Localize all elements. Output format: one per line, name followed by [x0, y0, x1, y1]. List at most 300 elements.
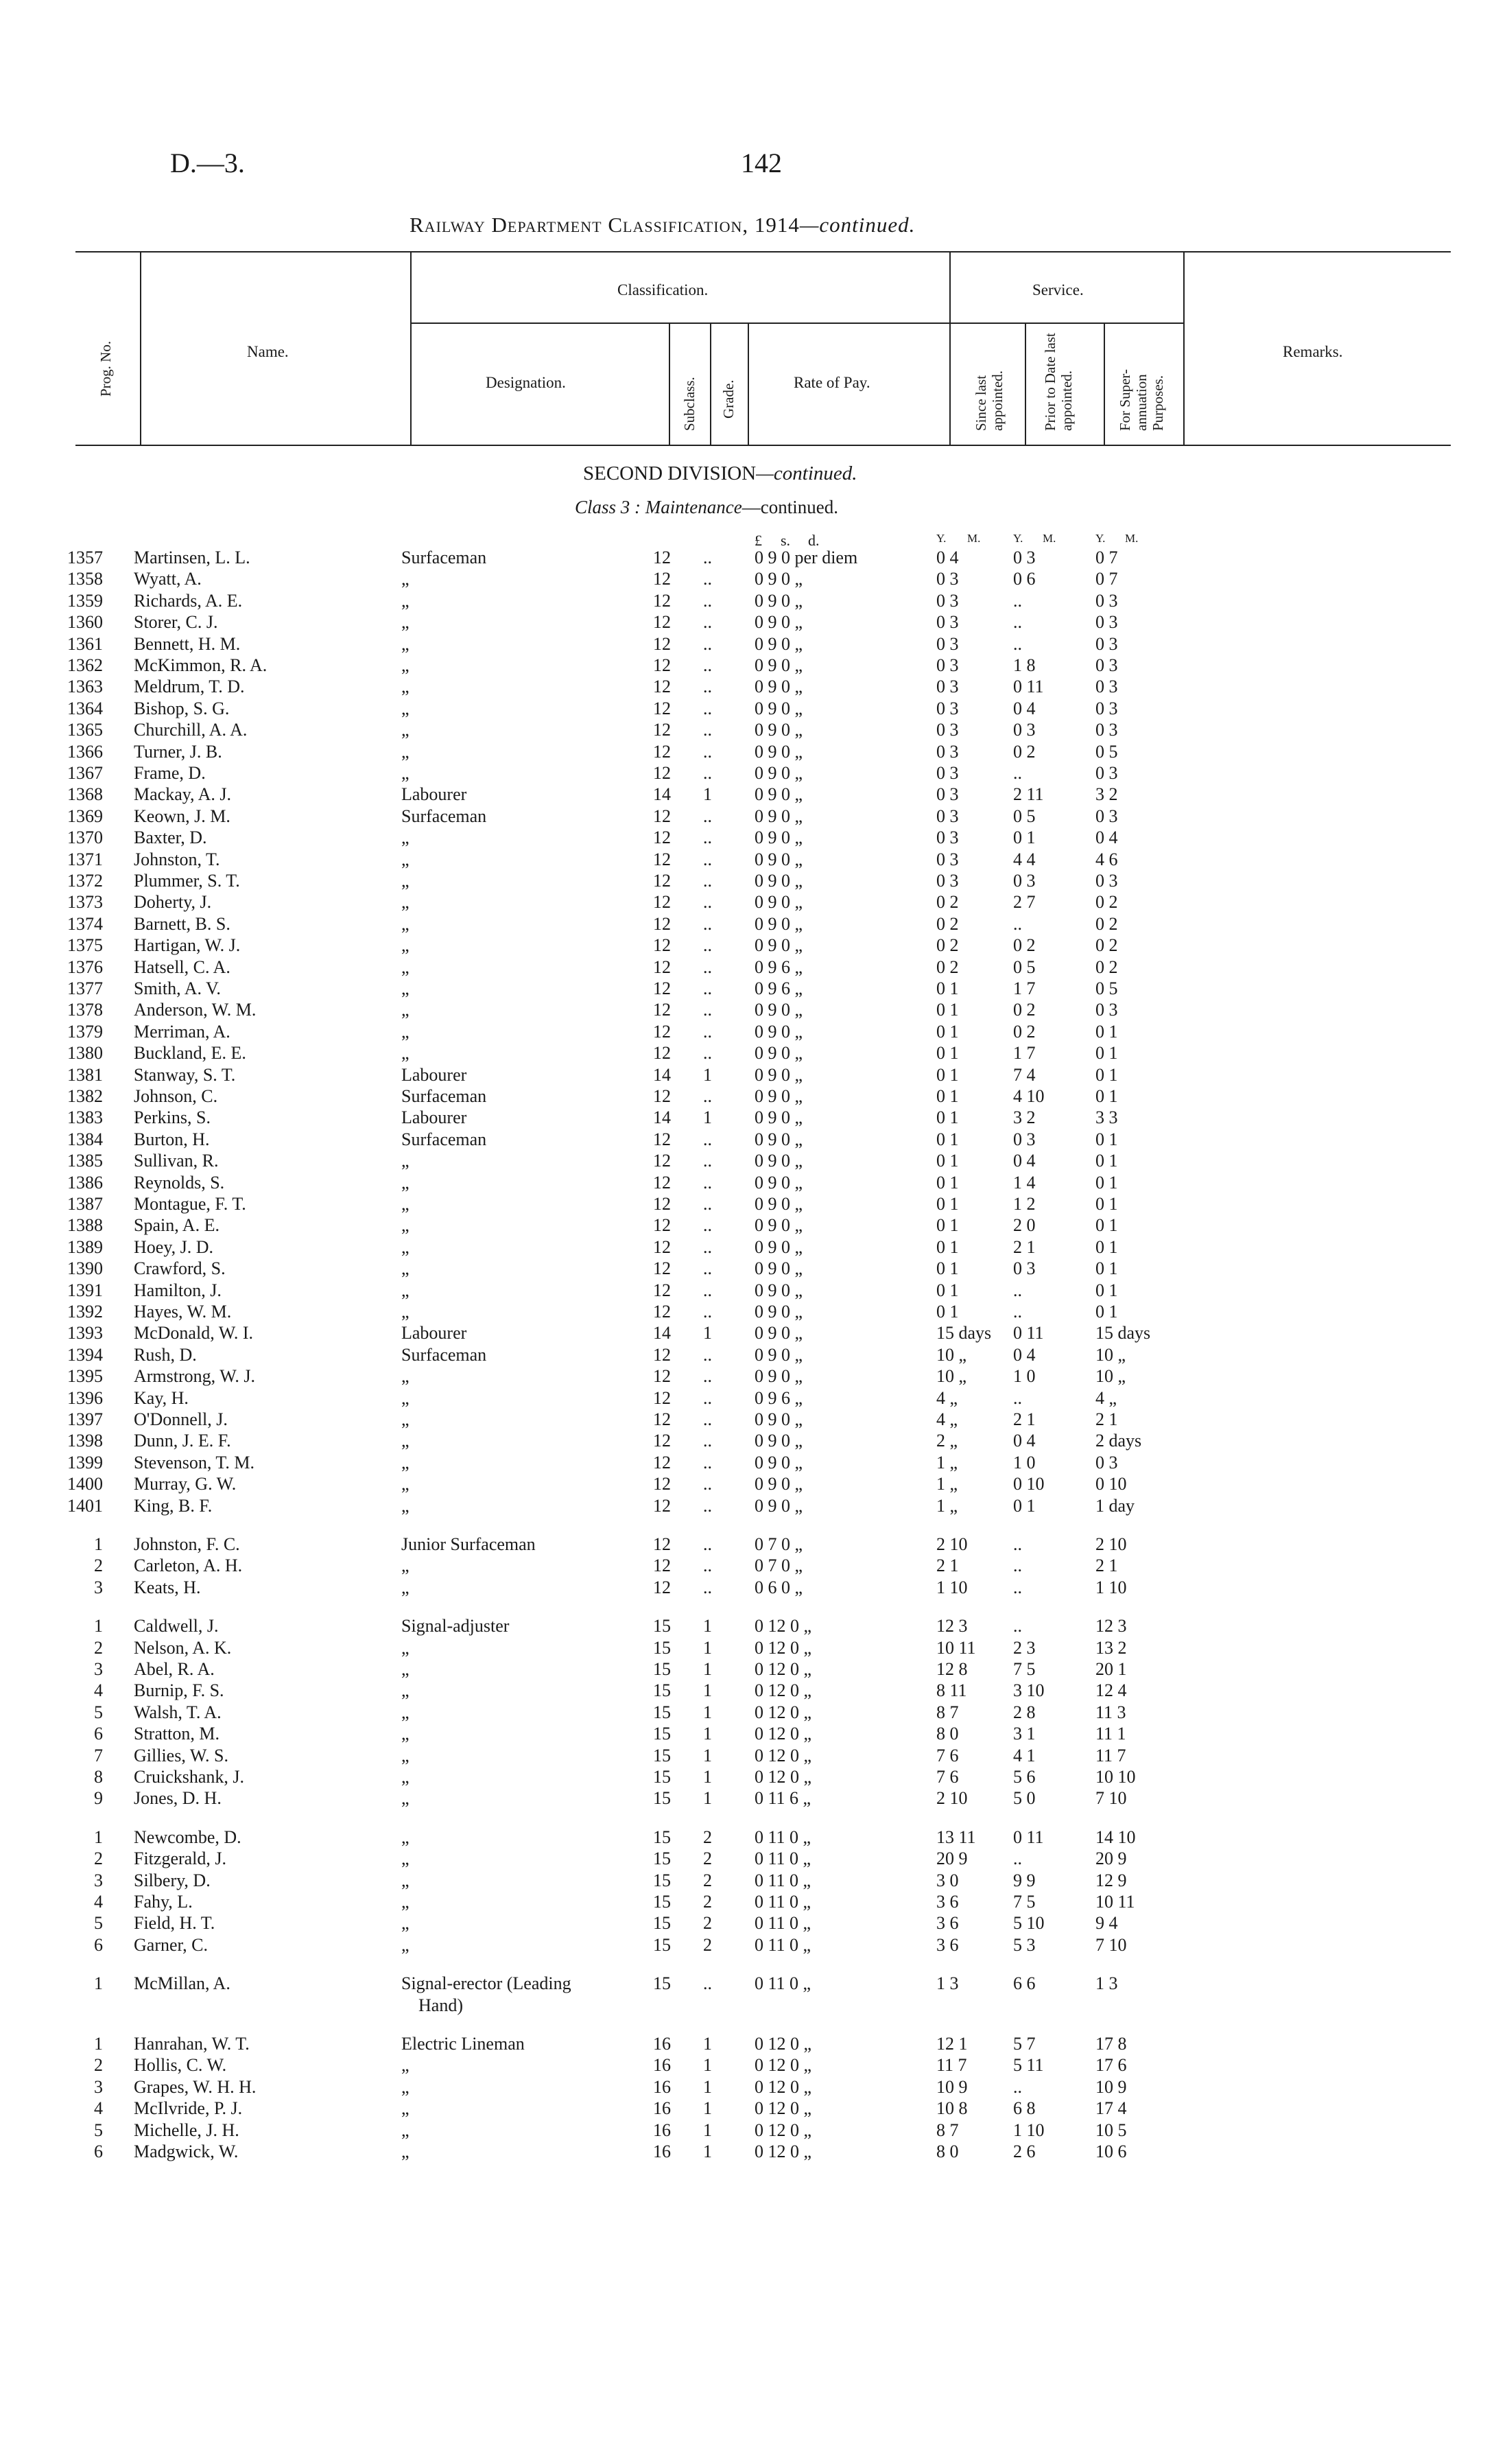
subclass: 12: [653, 1388, 671, 1408]
table-row: [0, 999, 1507, 1021]
service-since-last: 3 0: [936, 1870, 959, 1890]
table-row: [0, 1680, 1507, 1702]
grade: ..: [703, 1345, 712, 1365]
designation: „: [401, 1215, 410, 1235]
service-since-last: 0 1: [936, 1151, 959, 1171]
grade: 2: [703, 1892, 712, 1912]
service-prior: 0 4: [1013, 699, 1036, 718]
rate-of-pay: 0 9 0 „: [755, 677, 803, 696]
service-prior: 2 0: [1013, 1215, 1036, 1235]
designation: „: [401, 871, 410, 891]
header-subclass: Subclass.: [681, 377, 698, 431]
subclass: 12: [653, 871, 671, 891]
prog-number: 1357: [67, 548, 103, 567]
service-prior: 7 5: [1013, 1892, 1036, 1912]
service-superannuation: 7 10: [1095, 1935, 1127, 1955]
service-superannuation: 2 10: [1095, 1534, 1127, 1554]
designation: „: [401, 1000, 410, 1020]
table-row: [0, 849, 1507, 871]
rate-of-pay: 0 9 0 „: [755, 1022, 803, 1042]
subclass: 12: [653, 1194, 671, 1214]
employee-name: Bishop, S. G.: [134, 699, 230, 718]
grade: ..: [703, 1534, 712, 1554]
table-row: [0, 762, 1507, 784]
prog-number: 1: [94, 1534, 103, 1554]
rate-of-pay: 0 9 0 „: [755, 1496, 803, 1516]
header-rate-of-pay: Rate of Pay.: [794, 374, 870, 391]
designation: „: [401, 1173, 410, 1193]
subclass: 12: [653, 634, 671, 654]
grade: 1: [703, 1065, 712, 1085]
designation: „: [401, 1870, 410, 1890]
prog-number: 3: [94, 1870, 103, 1890]
designation: „: [401, 828, 410, 847]
prog-number: 1399: [67, 1453, 103, 1472]
service-prior: 0 2: [1013, 1000, 1036, 1020]
table-row: [0, 891, 1507, 913]
table-row: [0, 1322, 1507, 1344]
service-since-last: 12 3: [936, 1616, 968, 1636]
employee-name: Burton, H.: [134, 1129, 210, 1149]
employee-name: Barnett, B. S.: [134, 914, 230, 934]
employee-name: O'Donnell, J.: [134, 1409, 228, 1429]
service-since-last: 8 11: [936, 1680, 967, 1700]
employee-name: Turner, J. B.: [134, 742, 222, 762]
table-row: [0, 698, 1507, 720]
subclass: 12: [653, 1022, 671, 1042]
employee-name: Churchill, A. A.: [134, 720, 248, 740]
service-since-last: 0 2: [936, 892, 959, 912]
designation: „: [401, 1702, 410, 1722]
service-superannuation: 10 5: [1095, 2120, 1127, 2140]
subclass: 15: [653, 1767, 671, 1787]
service-superannuation: 12 3: [1095, 1616, 1127, 1636]
service-superannuation: 0 3: [1095, 720, 1118, 740]
subclass: 12: [653, 1431, 671, 1451]
service-since-last: 0 2: [936, 914, 959, 934]
table-row: [0, 611, 1507, 633]
service-superannuation: 10 „: [1095, 1366, 1126, 1386]
employee-name: Meldrum, T. D.: [134, 677, 245, 696]
employee-name: Burnip, F. S.: [134, 1680, 224, 1700]
grade: 1: [703, 1702, 712, 1722]
service-since-last: 0 1: [936, 1258, 959, 1278]
grade: 1: [703, 2142, 712, 2161]
header-divider: [1025, 322, 1026, 445]
employee-name: Fitzgerald, J.: [134, 1849, 227, 1868]
employee-name: Keats, H.: [134, 1577, 201, 1597]
employee-name: Perkins, S.: [134, 1107, 211, 1127]
designation: „: [401, 1388, 410, 1408]
service-superannuation: 4 6: [1095, 849, 1118, 869]
header-bottom-rule: [75, 445, 1451, 446]
service-prior: ..: [1013, 1616, 1022, 1636]
service-since-last: 0 1: [936, 1000, 959, 1020]
subclass: 14: [653, 784, 671, 804]
table-row-continuation: [0, 1995, 1507, 2017]
prog-number: 1393: [67, 1323, 103, 1343]
prog-number: 1396: [67, 1388, 103, 1408]
employee-name: Hoey, J. D.: [134, 1237, 214, 1257]
grade: ..: [703, 1022, 712, 1042]
service-prior: 1 0: [1013, 1366, 1036, 1386]
rate-of-pay: 0 11 0 „: [755, 1913, 811, 1933]
service-since-last: 7 6: [936, 1746, 959, 1765]
grade: ..: [703, 1366, 712, 1386]
service-superannuation: 14 10: [1095, 1827, 1136, 1847]
service-since-last: 0 3: [936, 763, 959, 783]
prog-number: 1378: [67, 1000, 103, 1020]
service-since-last: 0 3: [936, 720, 959, 740]
prog-number: 4: [94, 1892, 103, 1912]
service-superannuation: 17 6: [1095, 2055, 1127, 2075]
service-since-last: 20 9: [936, 1849, 968, 1868]
service-prior: 1 0: [1013, 1453, 1036, 1472]
employee-name: Martinsen, L. L.: [134, 548, 250, 567]
service-prior: 2 8: [1013, 1702, 1036, 1722]
subclass: 12: [653, 720, 671, 740]
service-prior: 2 6: [1013, 2142, 1036, 2161]
employee-name: Gillies, W. S.: [134, 1746, 228, 1765]
rate-of-pay: 0 9 0 „: [755, 1043, 803, 1063]
employee-name: Stanway, S. T.: [134, 1065, 236, 1085]
service-since-last: 0 1: [936, 1173, 959, 1193]
grade: ..: [703, 720, 712, 740]
subclass: 12: [653, 957, 671, 977]
service-prior: 1 4: [1013, 1173, 1036, 1193]
grade: ..: [703, 634, 712, 654]
title-main: Railway Department Classification, 1914: [410, 213, 800, 237]
table-row: [0, 1848, 1507, 1870]
header-divider: [748, 322, 749, 445]
rate-of-pay: 0 12 0 „: [755, 1616, 812, 1636]
employee-name: Richards, A. E.: [134, 591, 243, 611]
subclass: 12: [653, 763, 671, 783]
service-prior: ..: [1013, 1556, 1022, 1575]
service-prior: 0 4: [1013, 1345, 1036, 1365]
subclass: 12: [653, 914, 671, 934]
subclass: 12: [653, 892, 671, 912]
rate-of-pay: 0 9 0 „: [755, 1173, 803, 1193]
service-superannuation: 0 10: [1095, 1474, 1127, 1494]
grade: ..: [703, 1388, 712, 1408]
designation: „: [401, 1022, 410, 1042]
subclass: 15: [653, 1973, 671, 1993]
subclass: 12: [653, 1556, 671, 1575]
service-superannuation: 3 2: [1095, 784, 1118, 804]
service-superannuation: 0 3: [1095, 1000, 1118, 1020]
employee-name: Smith, A. V.: [134, 978, 221, 998]
rate-of-pay: 0 9 0 „: [755, 1086, 803, 1106]
service-since-last: 0 1: [936, 1237, 959, 1257]
table-row: [0, 2141, 1507, 2163]
designation: „: [401, 1043, 410, 1063]
subclass: 16: [653, 2077, 671, 2097]
employee-name: Stevenson, T. M.: [134, 1453, 254, 1472]
grade: ..: [703, 1556, 712, 1575]
service-since-last: 13 11: [936, 1827, 976, 1847]
service-superannuation: 0 5: [1095, 978, 1118, 998]
employee-name: Reynolds, S.: [134, 1173, 225, 1193]
grade: 1: [703, 2055, 712, 2075]
service-prior: 0 3: [1013, 871, 1036, 891]
grade: ..: [703, 935, 712, 955]
employee-name: McDonald, W. I.: [134, 1323, 254, 1343]
service-since-last: 8 0: [936, 1724, 959, 1744]
service-prior: 1 7: [1013, 978, 1036, 998]
grade: 2: [703, 1827, 712, 1847]
service-since-last: 4 „: [936, 1388, 958, 1408]
rate-of-pay: 0 9 0 „: [755, 1323, 803, 1343]
subclass: 12: [653, 1000, 671, 1020]
grade: ..: [703, 612, 712, 632]
header-remarks: Remarks.: [1283, 343, 1343, 360]
service-since-last: 12 1: [936, 2034, 968, 2054]
grade: ..: [703, 806, 712, 826]
service-prior: ..: [1013, 763, 1022, 783]
service-superannuation: 0 1: [1095, 1151, 1118, 1171]
prog-number: 6: [94, 1724, 103, 1744]
table-row: [0, 655, 1507, 677]
grade: ..: [703, 1258, 712, 1278]
service-superannuation: 10 6: [1095, 2142, 1127, 2161]
prog-number: 1381: [67, 1065, 103, 1085]
grade: ..: [703, 1474, 712, 1494]
service-superannuation: 11 3: [1095, 1702, 1126, 1722]
subclass: 12: [653, 828, 671, 847]
designation: Surfaceman: [401, 548, 487, 567]
employee-name: Storer, C. J.: [134, 612, 218, 632]
service-prior: 0 2: [1013, 935, 1036, 955]
table-row: [0, 1172, 1507, 1194]
rate-of-pay: 0 12 0 „: [755, 1767, 812, 1787]
unit-years: Y.: [1095, 532, 1106, 545]
designation: „: [401, 1746, 410, 1765]
employee-name: Buckland, E. E.: [134, 1043, 246, 1063]
class-label: Class 3 :: [575, 497, 641, 517]
employee-name: Crawford, S.: [134, 1258, 226, 1278]
service-since-last: 0 3: [936, 871, 959, 891]
rate-of-pay: 0 9 6 „: [755, 957, 803, 977]
service-prior: 0 11: [1013, 1827, 1044, 1847]
page-reference: D.—3.: [170, 148, 245, 178]
subclass: 16: [653, 2120, 671, 2140]
service-superannuation: 0 4: [1095, 828, 1118, 847]
employee-name: Spain, A. E.: [134, 1215, 219, 1235]
rate-of-pay: 0 9 0 „: [755, 1280, 803, 1300]
class-heading: [575, 497, 838, 518]
service-prior: 7 4: [1013, 1065, 1036, 1085]
employee-name: Anderson, W. M.: [134, 1000, 257, 1020]
designation: Surfaceman: [401, 1345, 487, 1365]
rate-of-pay: 0 9 0 „: [755, 763, 803, 783]
service-since-last: 7 6: [936, 1767, 959, 1787]
employee-name: Nelson, A. K.: [134, 1638, 232, 1658]
rate-of-pay: 0 12 0 „: [755, 2142, 812, 2161]
table-row: [0, 676, 1507, 698]
rate-of-pay: 0 9 0 „: [755, 1474, 803, 1494]
designation: Surfaceman: [401, 1129, 487, 1149]
service-prior: 9 9: [1013, 1870, 1036, 1890]
designation: „: [401, 569, 410, 589]
service-superannuation: 0 3: [1095, 634, 1118, 654]
employee-name: Mackay, A. J.: [134, 784, 232, 804]
service-since-last: 12 8: [936, 1659, 968, 1679]
prog-number: 1368: [67, 784, 103, 804]
grade: ..: [703, 1302, 712, 1322]
rate-of-pay: 0 11 0 „: [755, 1935, 811, 1955]
prog-number: 1395: [67, 1366, 103, 1386]
service-superannuation: 0 3: [1095, 612, 1118, 632]
service-prior: ..: [1013, 1280, 1022, 1300]
table-row: [0, 1912, 1507, 1934]
prog-number: 6: [94, 1935, 103, 1955]
employee-name: Montague, F. T.: [134, 1194, 246, 1214]
rate-of-pay: 0 9 0 „: [755, 1258, 803, 1278]
prog-number: 1388: [67, 1215, 103, 1235]
rate-of-pay: 0 9 0 „: [755, 612, 803, 632]
service-since-last: 1 „: [936, 1453, 958, 1472]
service-prior: 4 1: [1013, 1746, 1036, 1765]
service-since-last: 8 7: [936, 1702, 959, 1722]
service-superannuation: 0 1: [1095, 1065, 1118, 1085]
service-since-last: 0 3: [936, 828, 959, 847]
rate-of-pay: 0 9 0 „: [755, 591, 803, 611]
service-since-last: 10 „: [936, 1345, 967, 1365]
rate-of-pay: 0 12 0 „: [755, 1746, 812, 1765]
service-superannuation: 0 1: [1095, 1173, 1118, 1193]
designation: „: [401, 935, 410, 955]
grade: ..: [703, 914, 712, 934]
service-prior: 2 3: [1013, 1638, 1036, 1658]
designation: „: [401, 1935, 410, 1955]
grade: 1: [703, 1746, 712, 1765]
service-superannuation: 11 1: [1095, 1724, 1126, 1744]
subclass: 15: [653, 1702, 671, 1722]
prog-number: 1391: [67, 1280, 103, 1300]
unit-pence: d.: [808, 532, 820, 549]
service-since-last: 0 3: [936, 784, 959, 804]
prog-number: 1379: [67, 1022, 103, 1042]
service-prior: ..: [1013, 1302, 1022, 1322]
service-prior: 0 5: [1013, 806, 1036, 826]
employee-name: Michelle, J. H.: [134, 2120, 239, 2140]
table-row: [0, 1301, 1507, 1323]
subclass: 12: [653, 849, 671, 869]
table-row: [0, 2033, 1507, 2055]
rate-of-pay: 0 9 0 „: [755, 849, 803, 869]
employee-name: Madgwick, W.: [134, 2142, 239, 2161]
subclass: 15: [653, 1913, 671, 1933]
service-prior: ..: [1013, 1534, 1022, 1554]
subclass: 12: [653, 1409, 671, 1429]
grade: 1: [703, 1638, 712, 1658]
prog-number: 1: [94, 1827, 103, 1847]
designation: Surfaceman: [401, 1086, 487, 1106]
service-superannuation: 0 7: [1095, 548, 1118, 567]
rate-of-pay: 0 9 0 „: [755, 1409, 803, 1429]
service-superannuation: 2 days: [1095, 1431, 1142, 1451]
designation: Surfaceman: [401, 806, 487, 826]
service-superannuation: 0 2: [1095, 935, 1118, 955]
prog-number: 1383: [67, 1107, 103, 1127]
grade: ..: [703, 591, 712, 611]
grade: ..: [703, 1000, 712, 1020]
service-superannuation: 0 3: [1095, 806, 1118, 826]
grade: ..: [703, 655, 712, 675]
grade: ..: [703, 957, 712, 977]
service-since-last: 2 10: [936, 1788, 968, 1808]
grade: 2: [703, 1935, 712, 1955]
service-prior: ..: [1013, 612, 1022, 632]
service-since-last: 0 3: [936, 569, 959, 589]
prog-number: 1373: [67, 892, 103, 912]
designation: Labourer: [401, 1065, 467, 1085]
service-since-last: 4 „: [936, 1409, 958, 1429]
subclass: 15: [653, 1870, 671, 1890]
service-since-last: 15 days: [936, 1323, 992, 1343]
table-row: [0, 1365, 1507, 1387]
rate-of-pay: 0 9 0 „: [755, 634, 803, 654]
prog-number: 4: [94, 2098, 103, 2118]
header-prog-no: Prog. No.: [97, 340, 114, 397]
service-since-last: 0 2: [936, 935, 959, 955]
rate-of-pay: 0 11 0 „: [755, 1892, 811, 1912]
table-row: [0, 1934, 1507, 1956]
subclass: 12: [653, 1345, 671, 1365]
table-row: [0, 590, 1507, 612]
designation: „: [401, 1431, 410, 1451]
grade: 1: [703, 1659, 712, 1679]
table-row: [0, 1280, 1507, 1302]
prog-number: 1387: [67, 1194, 103, 1214]
prog-number: 2: [94, 1849, 103, 1868]
grade: ..: [703, 699, 712, 718]
prog-number: 1366: [67, 742, 103, 762]
prog-number: 3: [94, 1577, 103, 1597]
service-prior: 0 3: [1013, 548, 1036, 567]
prog-number: 1364: [67, 699, 103, 718]
subclass: 12: [653, 1086, 671, 1106]
table-row: [0, 1021, 1507, 1043]
service-superannuation: 0 1: [1095, 1043, 1118, 1063]
employee-name: Fahy, L.: [134, 1892, 193, 1912]
subclass: 12: [653, 569, 671, 589]
grade: 1: [703, 1107, 712, 1127]
service-since-last: 2 10: [936, 1534, 968, 1554]
service-superannuation: 4 „: [1095, 1388, 1117, 1408]
employee-name: Cruickshank, J.: [134, 1767, 245, 1787]
rate-of-pay: 0 12 0 „: [755, 2077, 812, 2097]
service-since-last: 0 3: [936, 634, 959, 654]
table-row: [0, 568, 1507, 590]
subclass: 12: [653, 742, 671, 762]
grade: ..: [703, 1151, 712, 1171]
subclass: 12: [653, 1151, 671, 1171]
designation: „: [401, 720, 410, 740]
grade: ..: [703, 1086, 712, 1106]
table-row: [0, 1430, 1507, 1452]
prog-number: 1377: [67, 978, 103, 998]
service-prior: 4 4: [1013, 849, 1036, 869]
grade: ..: [703, 1043, 712, 1063]
grade: ..: [703, 1409, 712, 1429]
employee-name: King, B. F.: [134, 1496, 213, 1516]
division-title: SECOND DIVISION: [583, 462, 757, 484]
prog-number: 1380: [67, 1043, 103, 1063]
service-superannuation: 17 4: [1095, 2098, 1127, 2118]
grade: ..: [703, 1173, 712, 1193]
